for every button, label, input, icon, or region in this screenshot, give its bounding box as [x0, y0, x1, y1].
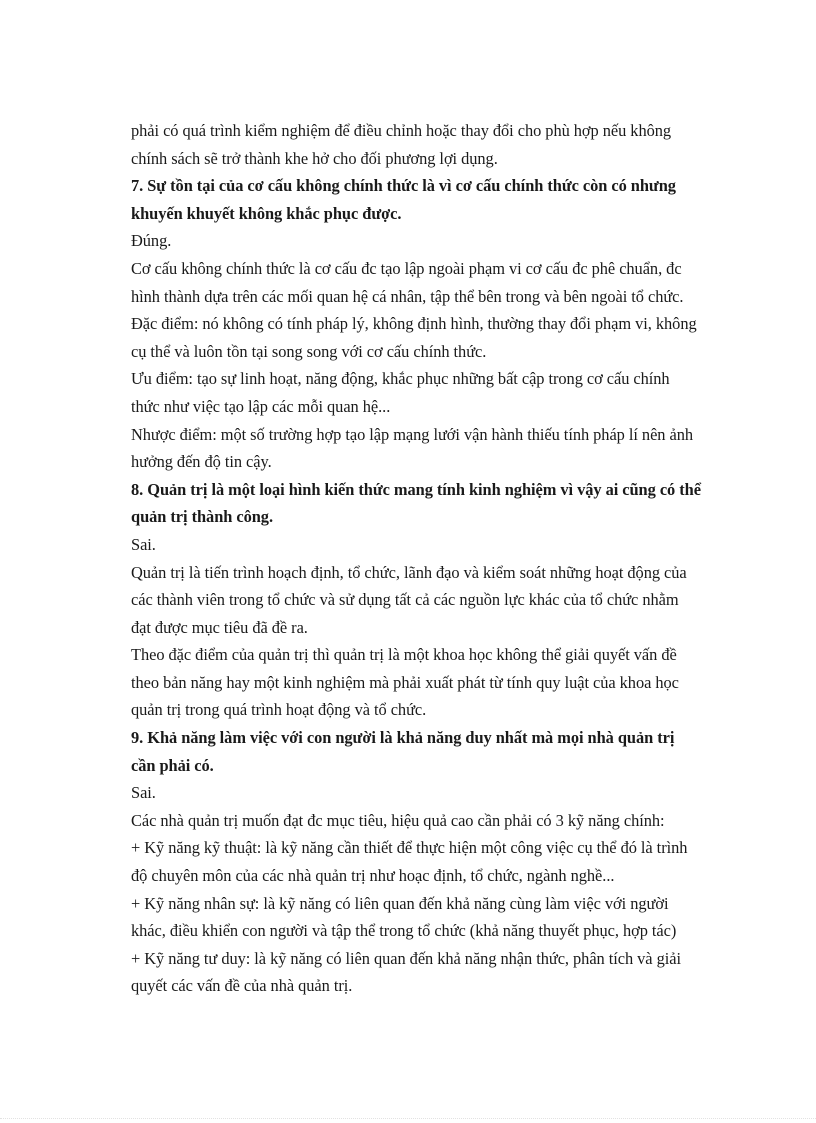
text-line: đạt được mục tiêu đã đề ra.: [131, 617, 308, 637]
text-line: các thành viên trong tổ chức và sử dụng tất cả các nguồn lực khác của tổ chức nhằm: [131, 590, 679, 610]
text-line: Quản trị là tiến trình hoạch định, tổ chức, lãnh đạo và kiểm soát những hoạt động của: [131, 562, 687, 582]
document-page: [131, 117, 761, 1000]
text-line: chính sách sẽ trở thành khe hở cho đối phương lợi dụng.: [131, 148, 498, 168]
text-line: quyết các vấn đề của nhà quản trị.: [131, 976, 353, 996]
text-line: Cơ cấu không chính thức là cơ cấu đc tạo lập ngoài phạm vi cơ cấu đc phê chuẩn, đc: [131, 258, 682, 278]
text-line: Nhược điểm: một số trường hợp tạo lập mạng lưới vận hành thiếu tính pháp lí nên ảnh: [131, 424, 694, 444]
text-line: + Kỹ năng nhân sự: là kỹ năng có liên quan đến khả năng cùng làm việc với người: [131, 893, 669, 913]
text-line: hưởng đến độ tin cậy.: [131, 452, 272, 472]
text-line: độ chuyên môn của các nhà quản trị như hoạc định, tổ chức, ngành nghề...: [131, 866, 615, 886]
page-bottom-divider: [0, 1118, 816, 1119]
text-line: khác, điều khiển con người và tập thể trong tổ chức (khả năng thuyết phục, hợp tác): [131, 921, 677, 941]
question-8-heading: 8. Quản trị là một loại hình kiến thức mang tính kinh nghiệm vì vậy ai cũng có thể: [131, 479, 701, 499]
text-line: Các nhà quản trị muốn đạt đc mục tiêu, hiệu quả cao cần phải có 3 kỹ năng chính:: [131, 810, 665, 830]
text-line: theo bản năng hay một kinh nghiệm mà phải xuất phát từ tính quy luật của khoa học: [131, 672, 679, 692]
text-line: Đặc điểm: nó không có tính pháp lý, không định hình, thường thay đổi phạm vi, không: [131, 314, 697, 334]
text-line: + Kỹ năng tư duy: là kỹ năng có liên quan đến khả năng nhận thức, phân tích và giải: [131, 948, 681, 968]
question-9-heading-cont: cần phải có.: [131, 755, 214, 775]
text-line: Ưu điểm: tạo sự linh hoạt, năng động, khắc phục những bất cập trong cơ cấu chính: [131, 369, 670, 389]
text-line: hình thành dựa trên các mối quan hệ cá nhân, tập thể bên trong và bên ngoài tổ chức.: [131, 286, 684, 306]
text-line: cụ thể và luôn tồn tại song song với cơ cấu chính thức.: [131, 341, 487, 361]
question-7-heading: 7. Sự tồn tại của cơ cấu không chính thức là vì cơ cấu chính thức còn có nhưng: [131, 176, 676, 196]
question-8-heading-cont: quản trị thành công.: [131, 507, 274, 527]
text-line: Theo đặc điểm của quản trị thì quản trị là một khoa học không thể giải quyết vấn đề: [131, 645, 677, 665]
question-7-heading-cont: khuyến khuyết không khắc phục được.: [131, 203, 402, 223]
answer-9-verdict: Sai.: [131, 783, 156, 803]
text-line: quản trị trong quá trình hoạt động và tổ chức.: [131, 700, 427, 720]
answer-7-verdict: Đúng.: [131, 231, 172, 251]
text-line: phải có quá trình kiểm nghiệm để điều chỉnh hoặc thay đổi cho phù hợp nếu không: [131, 121, 672, 140]
question-9-heading: 9. Khả năng làm việc với con người là khả năng duy nhất mà mọi nhà quản trị: [131, 728, 675, 748]
text-line: thức như việc tạo lập các mỗi quan hệ...: [131, 396, 391, 416]
answer-8-verdict: Sai.: [131, 534, 156, 554]
text-line: + Kỹ năng kỹ thuật: là kỹ năng cần thiết để thực hiện một công việc cụ thể đó là trình: [131, 838, 688, 858]
